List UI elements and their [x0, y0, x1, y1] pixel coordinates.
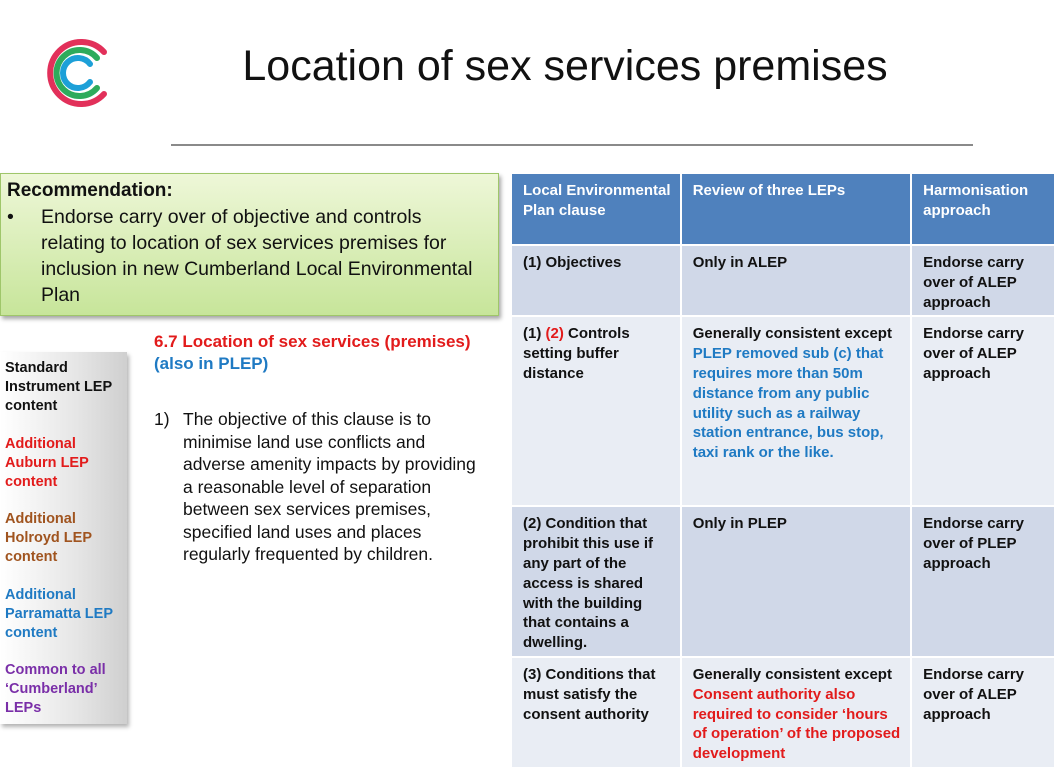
review-part-b: Consent authority also required to consider ‘hours of operation’ of the proposed development — [692, 685, 901, 763]
legend-holroyd: Additional Holroyd LEP content — [5, 511, 92, 565]
clause-heading — [154, 331, 484, 375]
objective-number: 1) — [154, 409, 170, 429]
header-clause: Local Environmental Plan clause — [511, 173, 681, 245]
table-row — [511, 657, 1055, 768]
row-approach: Endorse carry over of ALEP approach — [911, 245, 1055, 316]
row-clause: (1) Objectives — [511, 245, 681, 316]
clause-part-b: (2) — [545, 325, 564, 343]
row-clause — [511, 316, 681, 506]
title-divider — [171, 144, 973, 146]
legend-parramatta: Additional Parramatta LEP content — [5, 586, 113, 641]
review-part-b: PLEP removed sub (c) that requires more than 50m distance from any public utility such as a railway station entrance, bus stop, taxi rank or the like. — [692, 345, 884, 462]
table-row — [511, 316, 1055, 506]
legend-auburn: Additional Auburn LEP content — [5, 435, 89, 490]
objective-text: The objective of this clause is to minimise land use conflicts and adverse amenity impacts by providing a reasonable level of separation between sex services premises, specified land uses and places regularly frequented by children. — [183, 409, 476, 564]
review-part-a: Generally consistent except — [692, 665, 892, 683]
legend-common: Common to all ‘Cumberland’ LEPs — [5, 662, 106, 716]
colour-legend — [0, 352, 127, 724]
row-review: Only in ALEP — [681, 245, 911, 316]
clause-title: 6.7 Location of sex services (premises) — [154, 332, 471, 351]
cumberland-logo — [44, 37, 112, 109]
row-approach: Endorse carry over of PLEP approach — [911, 506, 1055, 657]
clause-part-c: Controls setting buffer distance — [523, 325, 630, 382]
recommendation-box — [0, 173, 499, 316]
table-header-row — [511, 173, 1055, 245]
clause-objective — [154, 408, 484, 566]
table-row — [511, 245, 1055, 316]
recommendation-heading: Recommendation: — [7, 180, 173, 201]
recommendation-text: Endorse carry over of objective and controls relating to location of sex services premises for inclusion in new Cumberland Local Environmental Plan — [41, 206, 473, 306]
row-approach: Endorse carry over of ALEP approach — [911, 657, 1055, 768]
row-clause: (3) Conditions that must satisfy the consent authority — [511, 657, 681, 768]
review-part-a: Generally consistent except — [692, 325, 892, 343]
row-review — [681, 316, 911, 506]
bullet: • — [7, 206, 14, 228]
header-review: Review of three LEPs — [681, 173, 911, 245]
page-title: Location of sex services premises — [242, 42, 888, 90]
header-approach: Harmonisation approach — [911, 173, 1055, 245]
clause-also-plep: (also in PLEP) — [154, 354, 269, 373]
legend-standard: Standard Instrument LEP content — [5, 360, 112, 414]
lep-comparison-table — [510, 172, 1056, 769]
recommendation-item — [7, 204, 490, 308]
row-review — [681, 657, 911, 768]
clause-part-a: (1) — [523, 325, 542, 343]
table-row — [511, 506, 1055, 657]
row-review: Only in PLEP — [681, 506, 911, 657]
row-clause: (2) Condition that prohibit this use if any part of the access is shared with the building that contains a dwelling. — [511, 506, 681, 657]
row-approach: Endorse carry over of ALEP approach — [911, 316, 1055, 506]
